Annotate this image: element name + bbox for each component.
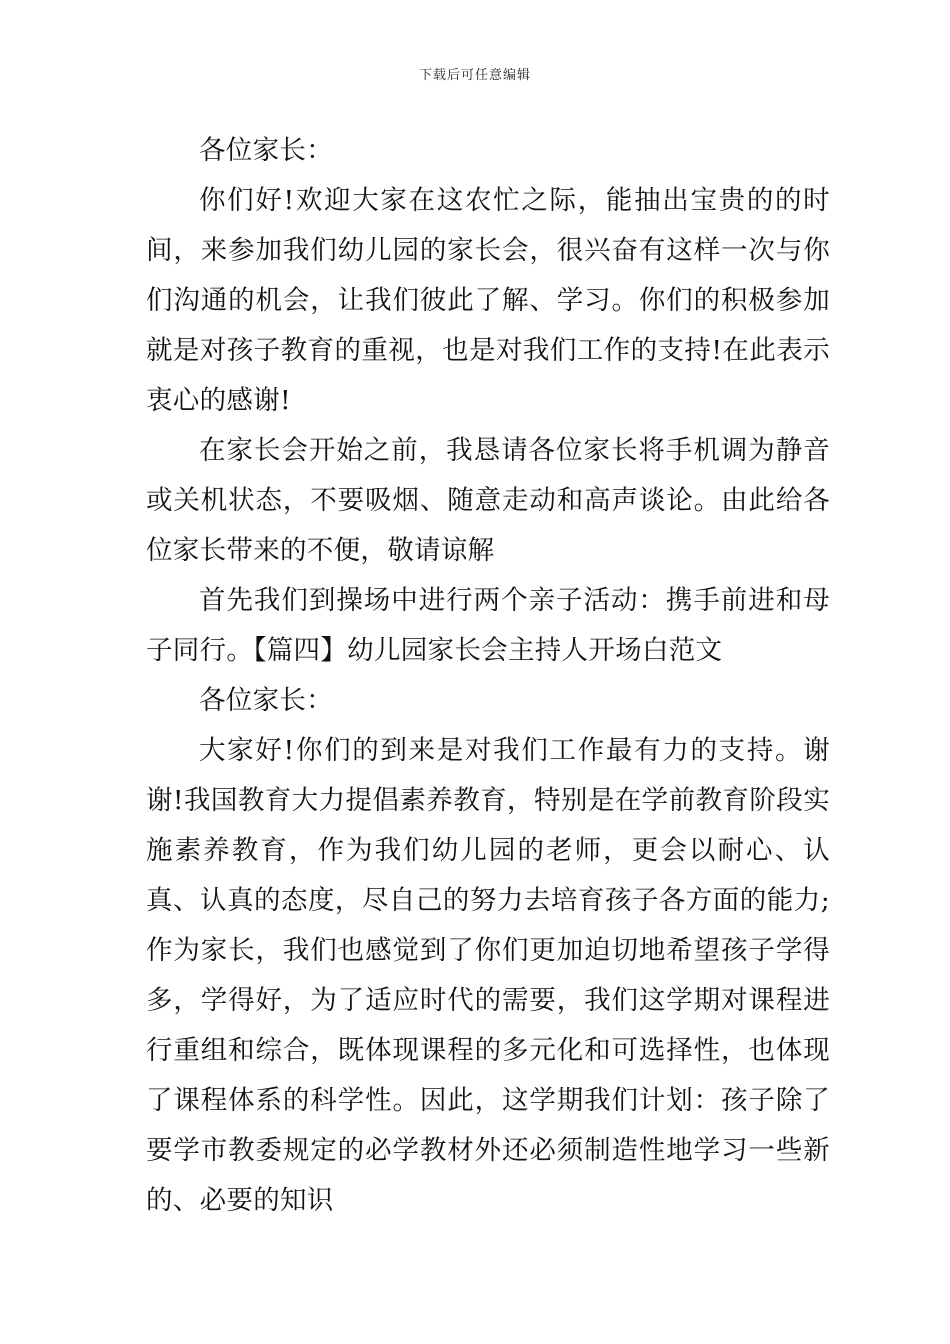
paragraph-greeting-2: 各位家长： xyxy=(199,685,333,716)
paragraph-welcome: 你们好!欢迎大家在这农忙之际，能抽出宝贵的的时间，来参加我们幼儿园的家长会，很兴奋有这样一次与你们沟通的机会，让我们彼此了解、学习。你们的积极参加就是对孩子教育的重视，也是对我们工作的支持!在此表示衷心的感谢! xyxy=(146,185,830,416)
paragraph-greeting-1: 各位家长： xyxy=(199,135,333,166)
document-body xyxy=(146,126,830,1226)
page-header: 下载后可任意编辑 xyxy=(418,68,531,83)
paragraph-education: 大家好!你们的到来是对我们工作最有力的支持。谢谢!我国教育大力提倡素养教育，特别是在学前教育阶段实施素养教育，作为我们幼儿园的老师，更会以耐心、认真、认真的态度，尽自己的努力去培育孩子各方面的能力;作为家长，我们也感觉到了你们更加迫切地希望孩子学得多，学得好，为了适应时代的需要，我们这学期对课程进行重组和综合，既体现课程的多元化和可选择性，也体现了课程体系的科学性。因此，这学期我们计划：孩子除了要学市教委规定的必学教材外还必须制造性地学习一些新的、必要的知识 xyxy=(146,735,830,1216)
paragraph-activities: 首先我们到操场中进行两个亲子活动：携手前进和母子同行。【篇四】幼儿园家长会主持人开场白范文 xyxy=(146,585,830,666)
paragraph-phone-notice: 在家长会开始之前，我恳请各位家长将手机调为静音或关机状态，不要吸烟、随意走动和高声谈论。由此给各位家长带来的不便，敬请谅解 xyxy=(146,435,830,566)
